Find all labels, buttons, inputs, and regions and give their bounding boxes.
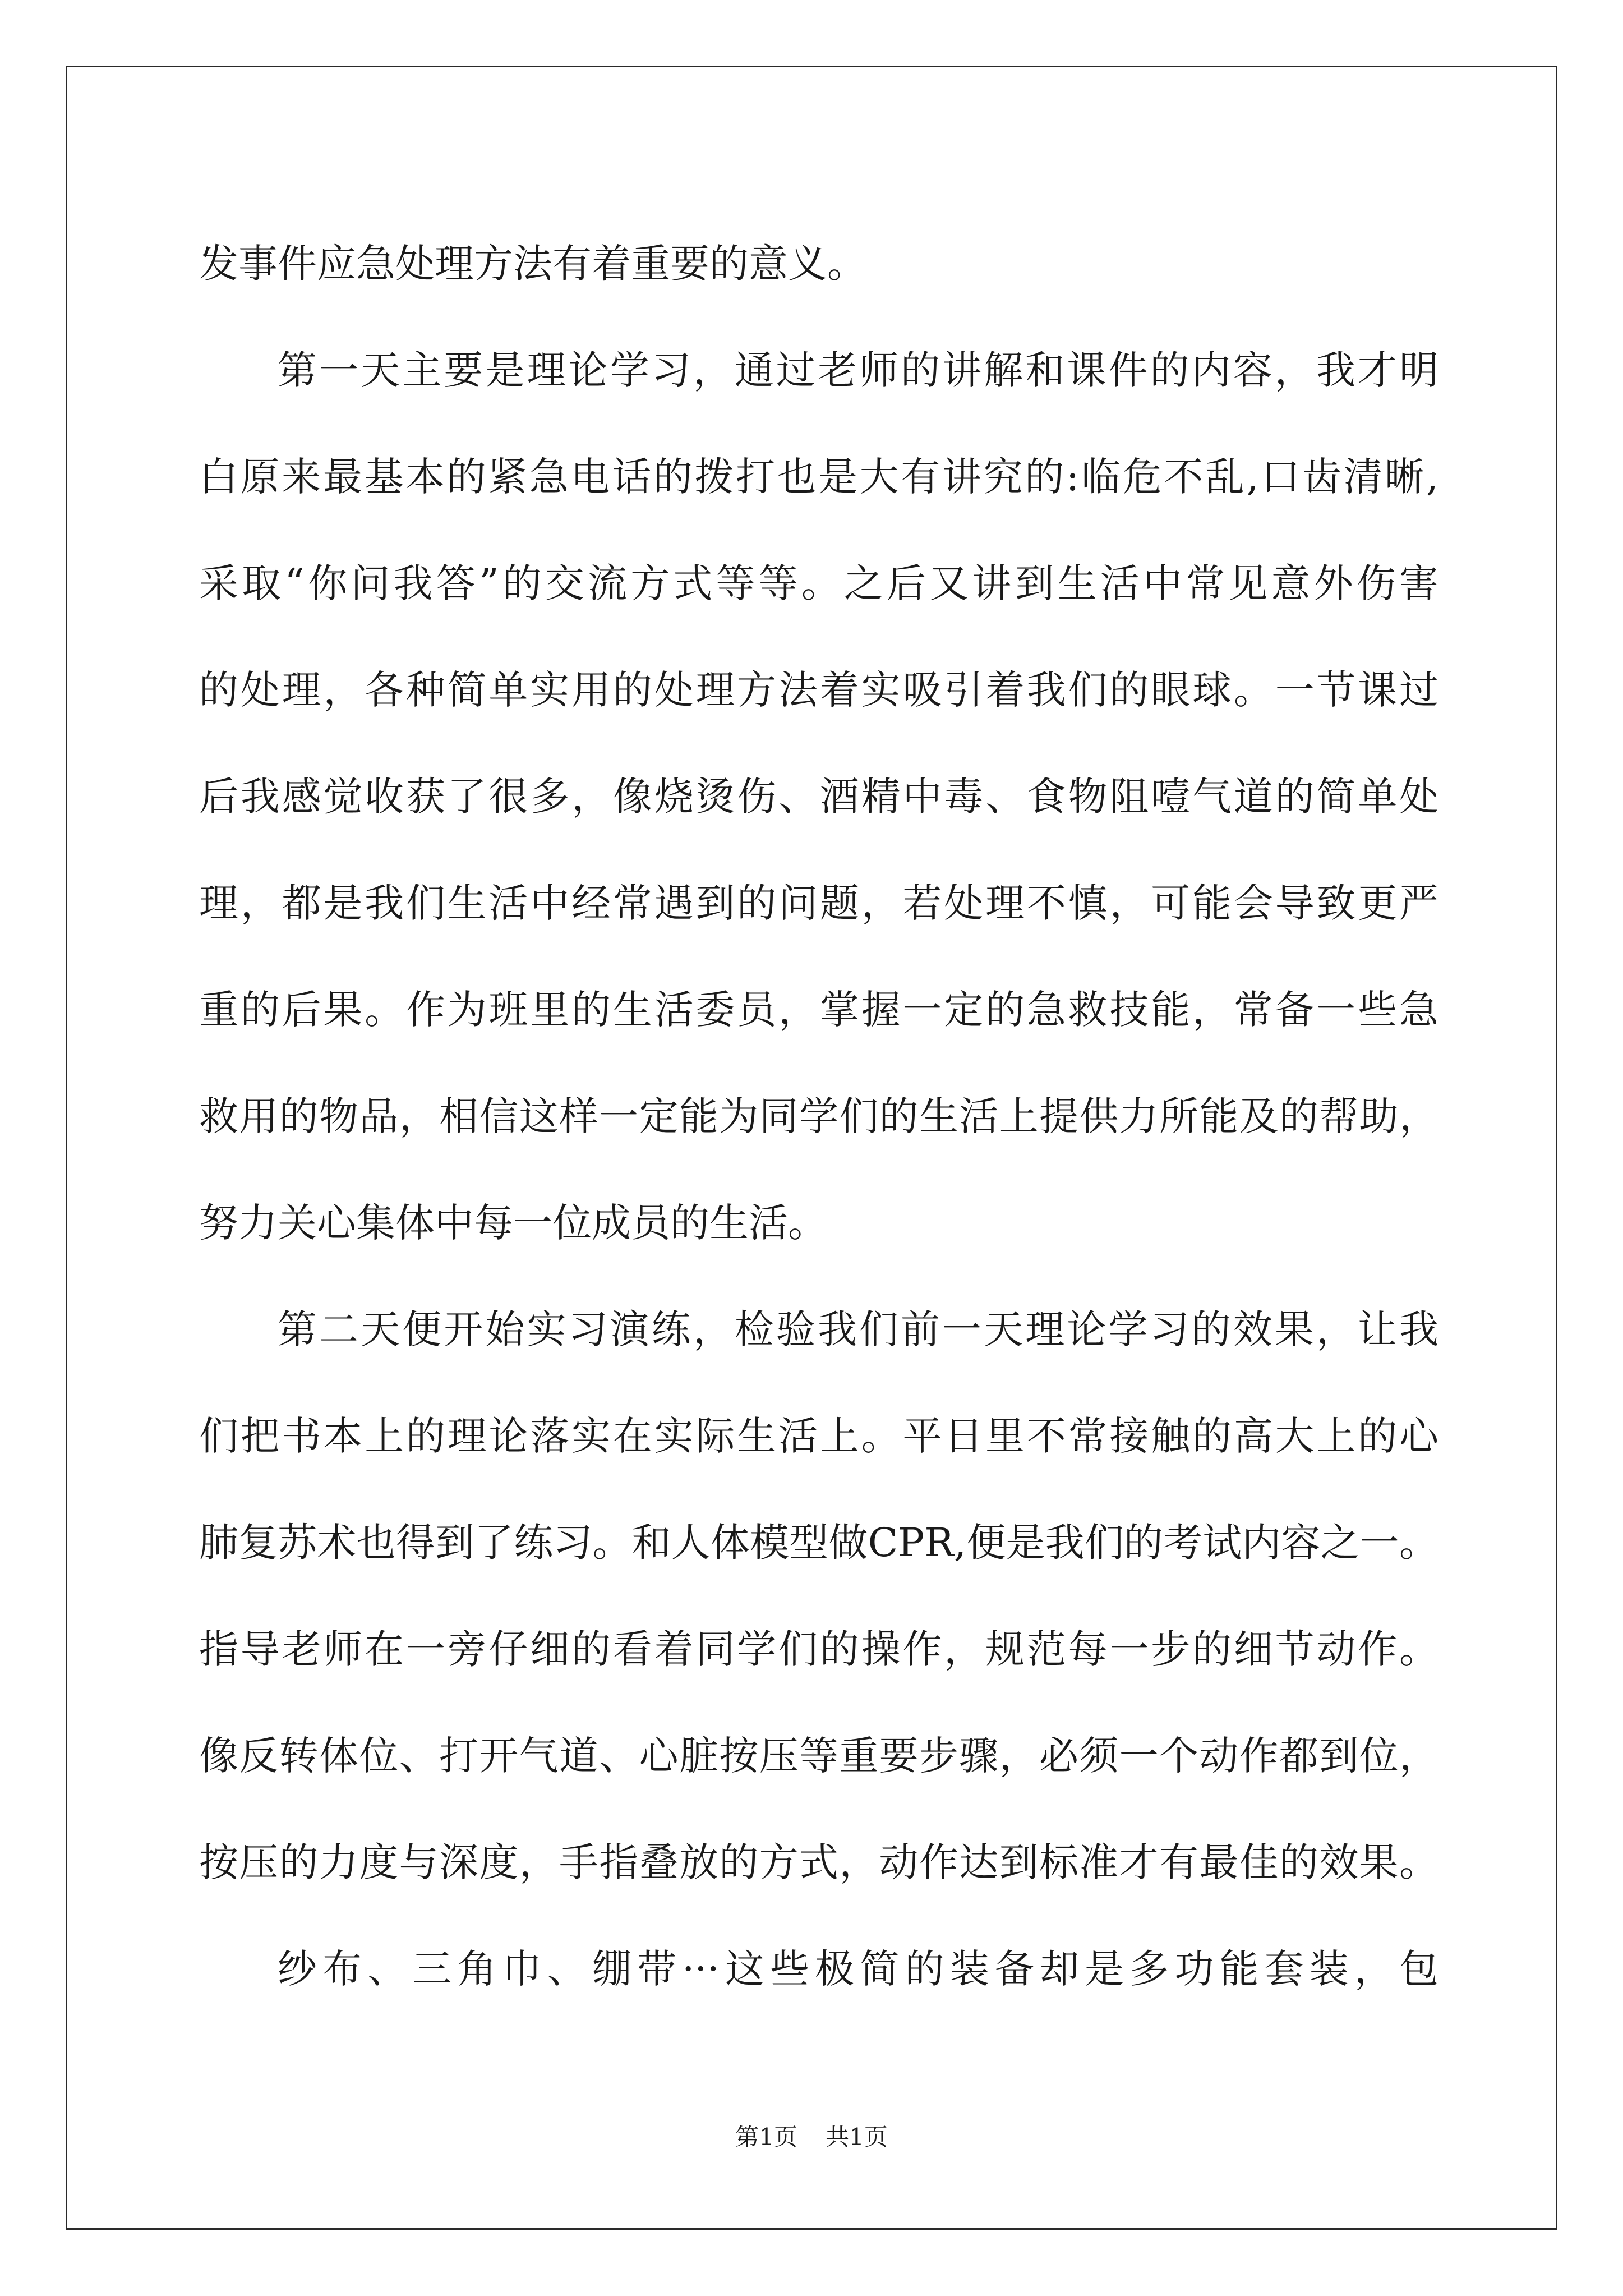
text-line: 肺复苏术也得到了练习。和人体模型做CPR,便是我们的考试内容之一。	[199, 1520, 1438, 1566]
text-line: 后我感觉收获了很多，像烧烫伤、酒精中毒、食物阻噎气道的简单处	[199, 774, 1438, 820]
text-line: 理，都是我们生活中经常遇到的问题，若处理不慎，可能会导致更严	[199, 880, 1438, 926]
page-number: 第1页	[735, 2123, 797, 2151]
text-line: 的处理，各种简单实用的处理方法着实吸引着我们的眼球。一节课过	[199, 667, 1438, 713]
page-footer	[0, 2120, 1623, 2154]
text-line: 纱布、三角巾、绷带···这些极简的装备却是多功能套装，包	[278, 1946, 1438, 1992]
body-text	[199, 210, 1438, 2022]
page-total: 共1页	[826, 2123, 888, 2151]
text-line: 重的后果。作为班里的生活委员，掌握一定的急救技能，常备一些急	[199, 987, 1438, 1033]
text-line: 第二天便开始实习演练，检验我们前一天理论学习的效果，让我	[278, 1306, 1438, 1352]
text-line: 救用的物品，相信这样一定能为同学们的生活上提供力所能及的帮助，	[199, 1093, 1438, 1139]
text-line: 采取“你问我答”的交流方式等等。之后又讲到生活中常见意外伤害	[199, 560, 1438, 606]
text-line: 努力关心集体中每一位成员的生活。	[199, 1200, 827, 1246]
text-line: 发事件应急处理方法有着重要的意义。	[199, 241, 866, 287]
text-line: 们把书本上的理论落实在实际生活上。平日里不常接触的高大上的心	[199, 1413, 1438, 1459]
text-line: 白原来最基本的紧急电话的拨打也是大有讲究的:临危不乱,口齿清晰,	[199, 454, 1438, 500]
text-line: 指导老师在一旁仔细的看着同学们的操作，规范每一步的细节动作。	[199, 1626, 1438, 1672]
text-line: 按压的力度与深度，手指叠放的方式，动作达到标准才有最佳的效果。	[199, 1839, 1438, 1885]
text-line: 第一天主要是理论学习，通过老师的讲解和课件的内容，我才明	[278, 347, 1438, 393]
text-line: 像反转体位、打开气道、心脏按压等重要步骤，必须一个动作都到位，	[199, 1733, 1438, 1779]
